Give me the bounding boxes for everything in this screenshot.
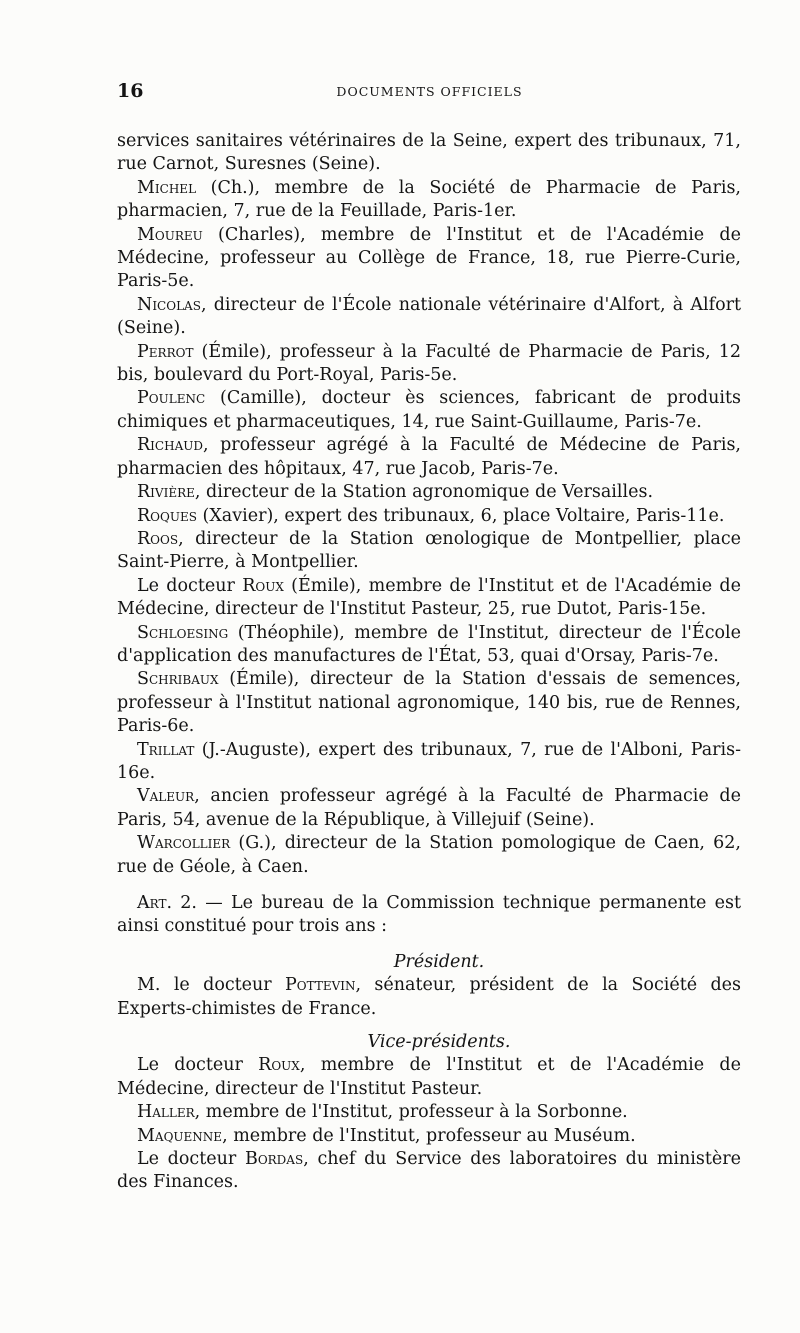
member-name: Richaud	[137, 435, 203, 456]
member-entry-schloesing	[117, 622, 741, 669]
page-number: 16	[117, 80, 144, 102]
member-entry-nicolas	[117, 294, 741, 341]
article-label: Art. 2.	[137, 893, 197, 913]
entry-text: (Émile), professeur à la Faculté de Pharmacie de Paris, 12 bis, boulevard du Port-Royal, Paris-5e.	[117, 341, 741, 386]
member-entry-richaud	[117, 434, 741, 481]
member-name: Maquenne	[137, 1125, 223, 1146]
member-entry-michel	[117, 177, 741, 224]
vice-entry-bordas	[117, 1148, 741, 1195]
entry-text: , membre de l'Institut et de l'Académie de Médecine, directeur de l'Institut Pasteur.	[117, 1055, 741, 1099]
member-name: Pottevin	[285, 975, 356, 996]
member-name: Roux	[242, 575, 284, 596]
entry-text: , sénateur, président de la Société des Experts-chimistes de France.	[117, 975, 741, 1019]
member-entry-roux	[117, 575, 741, 622]
member-name: Poulenc	[137, 388, 206, 409]
entry-text: , directeur de l'École nationale vétérinaire d'Alfort, à Alfort (Seine).	[117, 294, 741, 339]
president-heading: Président.	[393, 951, 485, 972]
member-name: Perrot	[137, 341, 194, 362]
member-entry-riviere	[117, 481, 741, 504]
member-name: Roos	[137, 528, 179, 549]
entry-text: (Théophile), membre de l'Institut, directeur de l'École d'application des manufactures de l'État, 53, quai d'Orsay, Paris-7e.	[117, 622, 741, 666]
entry-text: , membre de l'Institut, professeur à la Sorbonne.	[194, 1102, 628, 1123]
member-name: Rivière	[137, 482, 195, 503]
member-name: Roux	[258, 1055, 300, 1076]
member-name: Michel	[137, 177, 197, 198]
member-entry-roos	[117, 528, 741, 575]
vice-entry-maquenne	[117, 1125, 741, 1148]
entry-text: (Ch.), membre de la Société de Pharmacie de Paris, pharmacien, 7, rue de la Feuillade, Paris-1er.	[117, 177, 741, 222]
member-name: Bordas	[244, 1149, 304, 1170]
document-body	[117, 130, 741, 1195]
member-name: Roques	[137, 505, 197, 526]
entry-text: (Charles), membre de l'Institut et de l'Académie de Médecine, professeur au Collège de France, 18, rue Pierre-Curie, Paris-5e.	[117, 224, 741, 292]
member-entry-roques	[117, 505, 741, 528]
entry-text: , membre de l'Institut, professeur au Muséum.	[222, 1125, 636, 1146]
member-entry-warcollier	[117, 832, 741, 879]
member-name: Trillat	[137, 739, 195, 760]
member-name: Schribaux	[137, 669, 219, 690]
member-name: Nicolas	[137, 294, 201, 315]
president-entry	[117, 974, 741, 1021]
member-name: Moureu	[137, 224, 203, 245]
member-name: Schloesing	[137, 622, 229, 643]
member-name: Valeur	[137, 786, 195, 807]
member-entry-poulenc	[117, 387, 741, 434]
entry-text: , directeur de la Station agronomique de Versailles.	[194, 482, 654, 503]
entry-text: (Camille), docteur ès sciences, fabricant de produits chimiques et pharmaceutiques, 14, rue Saint-Guillaume, Paris-7e.	[117, 388, 741, 432]
entry-prefix: Le docteur	[137, 1149, 245, 1170]
entry-text: (Émile), membre de l'Institut et de l'Académie de Médecine, directeur de l'Institut Pasteur, 25, rue Dutot, Paris-15e.	[117, 575, 741, 620]
entry-text: (G.), directeur de la Station pomologique de Caen, 62, rue de Géole, à Caen.	[117, 833, 741, 877]
article-paragraph	[117, 892, 741, 939]
entry-prefix: Le docteur	[137, 575, 243, 596]
entry-prefix: M. le docteur	[137, 975, 286, 996]
member-entry-continuation	[117, 130, 741, 177]
entry-text: services sanitaires vétérinaires de la Seine, expert des tribunaux, 71, rue Carnot, Suresnes (Seine).	[117, 131, 741, 175]
running-title: DOCUMENTS OFFICIELS	[336, 84, 523, 99]
vice-presidents-heading: Vice-présidents.	[367, 1032, 511, 1053]
entry-text: , professeur agrégé à la Faculté de Médecine de Paris, pharmacien des hôpitaux, 47, rue Jacob, Paris-7e.	[117, 435, 741, 479]
article-text: — Le bureau de la Commission technique permanente est ainsi constitué pour trois ans :	[117, 893, 742, 937]
entry-text: , directeur de la Station œnologique de Montpellier, place Saint-Pierre, à Montpellier.	[117, 528, 741, 573]
member-entry-moureu	[117, 224, 741, 294]
member-entry-valeur	[117, 785, 741, 832]
entry-text: , chef du Service des laboratoires du ministère des Finances.	[117, 1149, 741, 1193]
vice-entry-roux	[117, 1054, 741, 1101]
entry-prefix: Le docteur	[137, 1055, 259, 1076]
entry-text: (J.-Auguste), expert des tribunaux, 7, rue de l'Alboni, Paris-16e.	[117, 739, 741, 783]
member-name: Warcollier	[137, 833, 231, 854]
page-header	[117, 80, 742, 110]
vice-entry-haller	[117, 1101, 741, 1124]
entry-text: (Émile), directeur de la Station d'essais de semences, professeur à l'Institut national agronomique, 140 bis, rue de Rennes, Paris-6e.	[117, 669, 741, 737]
entry-text: , ancien professeur agrégé à la Faculté de Pharmacie de Paris, 54, avenue de la République, à Villejuif (Seine).	[117, 786, 741, 830]
spacer	[117, 879, 741, 892]
entry-text: (Xavier), expert des tribunaux, 6, place Voltaire, Paris-11e.	[196, 505, 725, 526]
member-name: Haller	[137, 1102, 195, 1123]
member-entry-trillat	[117, 739, 741, 786]
member-entry-schribaux	[117, 668, 741, 738]
member-entry-perrot	[117, 341, 741, 388]
